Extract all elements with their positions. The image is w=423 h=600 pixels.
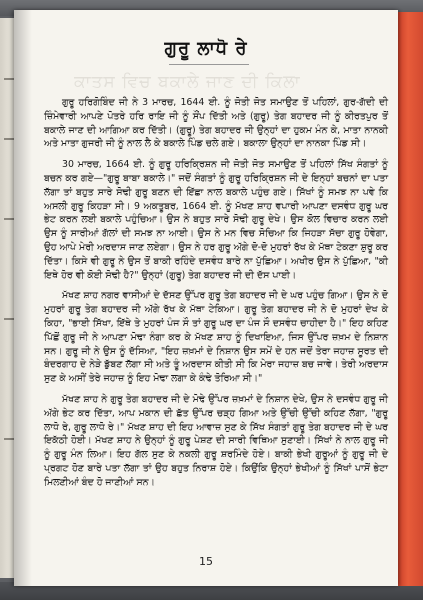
paragraph: ਮੱਖਣ ਸ਼ਾਹ ਨਗਰ ਵਾਸੀਆਂ ਦੇ ਦੱਸਣ ਉੱਪਰ ਗੁਰੂ ਤੇਗ ਬਹਾਦਰ ਜੀ ਦੇ ਘਰ ਪਹੁੰਚ ਗਿਆ। ਉਸ ਨੇ ਦੋ ਮੁਹਰਾਂ ਗੁਰੂ ਤੇਗ ਬਹਾਦਰ ਜੀ ਅੱਗੇ ਰੱਖ ਕੇ ਮੱਥਾ ਟੇਕਿਆ। ਗੁਰੂ ਤੇਗ ਬਹਾਦਰ ਜੀ ਨੇ ਦੋ ਮੁਹਰਾਂ ਦੇਖ ਕੇ ਕਿਹਾ, "ਭਾਈ ਸਿੱਖਾ, ਇੱਥੇ ਤੇ ਮੁਹਰਾਂ ਪੰਜ ਸੌ ਤਾਂ ਗੁਰੂ ਘਰ ਦਾ ਪੰਜ ਸੌ ਦਸਵੰਧ ਚਾਹੀਦਾ ਹੈ।" ਇਹ ਕਹਿਣ ਪਿੱਛੋਂ ਗੁਰੂ ਜੀ ਨੇ ਆਪਣਾ ਮੋਢਾ ਨੰਗਾ ਕਰ ਕੇ ਮੱਖਣ ਸ਼ਾਹ ਨੂੰ ਦਿਖਾਇਆ, ਜਿਸ ਉੱਪਰ ਜ਼ਖ਼ਮ ਦੇ ਨਿਸ਼ਾਨ ਸਨ। ਗੁਰੂ ਜੀ ਨੇ ਉਸ ਨੂੰ ਦੱਸਿਆ, "ਇਹ ਜ਼ਖ਼ਮਾਂ ਦੇ ਨਿਸ਼ਾਨ ਉਸ ਸਮੇਂ ਦੇ ਹਨ ਜਦੋਂ ਤੇਰਾ ਜਹਾਜ਼ ਸੂਰਤ ਦੀ ਬੰਦਰਗਾਹ ਦੇ ਨੇੜੇ ਡੁੱਬਣ ਲੱਗਾ ਸੀ ਅਤੇ ਤੂੰ ਅਰਦਾਸ ਕੀਤੀ ਸੀ ਕਿ ਮੇਰਾ ਜਹਾਜ਼ ਬਚ ਜਾਵੇ। ਤੇਰੀ ਅਰਦਾਸ ਸੁਣ ਕੇ ਅਸੀਂ ਤੇਰੇ ਜਹਾਜ਼ ਨੂੰ ਇਹ ਮੋਢਾ ਲਗਾ ਕੇ ਕੰਢੇ ਤੋਰਿਆ ਸੀ।"	[44, 290, 388, 385]
body-text	[44, 96, 388, 497]
watermark-text: ਕਾਤਸ ਵਿਚ ਬਕਾਲੇ ਜਾਣ ਦੀ ਕਿਲਾ	[74, 72, 301, 92]
book-page	[14, 10, 398, 586]
paragraph: ਮੱਖਣ ਸ਼ਾਹ ਨੇ ਗੁਰੂ ਤੇਗ ਬਹਾਦਰ ਜੀ ਦੇ ਮੋਢੇ ਉੱਪਰ ਜ਼ਖ਼ਮਾਂ ਦੇ ਨਿਸ਼ਾਨ ਦੇਖੇ, ਉਸ ਨੇ ਦਸਵੰਧ ਗੁਰੂ ਜੀ ਅੱਗੇ ਭੇਟ ਕਰ ਦਿੱਤਾ, ਆਪ ਮਕਾਨ ਦੀ ਛੱਤ ਉੱਪਰ ਚੜ੍ਹ ਗਿਆ ਅਤੇ ਉੱਚੀ ਉੱਚੀ ਕਹਿਣ ਲੱਗਾ, "ਗੁਰੂ ਲਾਧੋ ਰੇ, ਗੁਰੂ ਲਾਧੋ ਰੇ।" ਮੱਖਣ ਸ਼ਾਹ ਦੀ ਇਹ ਆਵਾਜ਼ ਸੁਣ ਕੇ ਸਿੱਖ ਸੰਗਤਾਂ ਗੁਰੂ ਤੇਗ ਬਹਾਦਰ ਜੀ ਦੇ ਘਰ ਇਕੱਠੀ ਹੋਈ। ਮੱਖਣ ਸ਼ਾਹ ਨੇ ਉਨ੍ਹਾਂ ਨੂੰ ਗੁਰੂ ਪੇਸ਼ਣ ਦੀ ਸਾਰੀ ਵਿਥਿਆ ਸੁਣਾਈ। ਸਿੱਖਾਂ ਨੇ ਨਾਲ ਗੁਰੂ ਜੀ ਨੂੰ ਗੁਰੂ ਮੰਨ ਲਿਆ। ਇਹ ਗੱਲ ਸੁਣ ਕੇ ਨਕਲੀ ਗੁਰੂ ਸ਼ਰਮਿੰਦੇ ਹੋਏ। ਬਾਕੀ ਭੇਖੀ ਗੁਰੂਆਂ ਨੂੰ ਗੁਰੂ ਜੀ ਦੇ ਪ੍ਰਗਟ ਹੋਣ ਬਾਰੇ ਪਤਾ ਲੱਗਾ ਤਾਂ ਉਹ ਬਹੁਤ ਨਿਰਾਸ਼ ਹੋਏ। ਕਿਉਂਕਿ ਉਨ੍ਹਾਂ ਭੇਖੀਆਂ ਨੂੰ ਸਿੱਖਾਂ ਪਾਸੋਂ ਭੇਟਾ ਮਿਲਣੀਆਂ ਬੰਦ ਹੋ ਜਾਣੀਆਂ ਸਨ।	[44, 393, 388, 488]
paragraph: ਗੁਰੂ ਹਰਿਗੋਬਿੰਦ ਜੀ ਨੇ 3 ਮਾਰਚ, 1644 ਈ. ਨੂੰ ਜੋਤੀ ਜੋਤ ਸਮਾਉਣ ਤੋਂ ਪਹਿਲਾਂ, ਗੁਰ-ਗੱਦੀ ਦੀ ਜ਼ਿੰਮੇਵਾਰੀ ਆਪਣੇ ਪੋਤਰੇ ਹਰਿ ਰਾਇ ਜੀ ਨੂੰ ਸੌਂਪ ਦਿੱਤੀ ਅਤੇ (ਗੁਰੂ) ਤੇਗ ਬਹਾਦਰ ਜੀ ਨੂੰ ਕੀਰਤਪੁਰ ਤੋਂ ਬਕਾਲੇ ਜਾਣ ਦੀ ਆਗਿਆ ਕਰ ਦਿੱਤੀ। (ਗੁਰੂ) ਤੇਗ ਬਹਾਦਰ ਜੀ ਉਨ੍ਹਾਂ ਦਾ ਹੁਕਮ ਮੰਨ ਕੇ, ਮਾਤਾ ਨਾਨਕੀ ਅਤੇ ਮਾਤਾ ਗੁਜਰੀ ਜੀ ਨੂੰ ਨਾਲ ਲੈ ਕੇ ਬਕਾਲੇ ਪਿੰਡ ਚਲੇ ਗਏ। ਬਕਾਲਾ ਉਨ੍ਹਾਂ ਦਾ ਨਾਨਕਾ ਪਿੰਡ ਸੀ।	[44, 97, 388, 150]
title-underline	[169, 64, 249, 65]
book-cover-edge	[398, 12, 423, 586]
page-title: ਗੁਰੂ ਲਾਧੋ ਰੇ	[164, 38, 248, 59]
paragraph: 30 ਮਾਰਚ, 1664 ਈ. ਨੂੰ ਗੁਰੂ ਹਰਿਕ੍ਰਿਸ਼ਨ ਜੀ ਜੋਤੀ ਜੋਤ ਸਮਾਉਣ ਤੋਂ ਪਹਿਲਾਂ ਸਿੱਖ ਸੰਗਤਾਂ ਨੂੰ ਬਚਨ ਕਰ ਗਏ—"ਗੁਰੂ ਬਾਬਾ ਬਕਾਲੇ।" ਜਦੋਂ ਸੰਗਤਾਂ ਨੂੰ ਗੁਰੂ ਹਰਿਕ੍ਰਿਸ਼ਨ ਜੀ ਦੇ ਇਨ੍ਹਾਂ ਬਚਨਾਂ ਦਾ ਪਤਾ ਲੱਗਾ ਤਾਂ ਬਹੁਤ ਸਾਰੇ ਸੋਢੀ ਗੁਰੂ ਬਣਨ ਦੀ ਇੱਛਾ ਨਾਲ ਬਕਾਲੇ ਪਹੁੰਚ ਗਏ। ਸਿੱਖਾਂ ਨੂੰ ਸਮਝ ਨਾ ਪਵੇ ਕਿ ਅਸਲੀ ਗੁਰੂ ਕਿਹੜਾ ਸੀ। 9 ਅਕਤੂਬਰ, 1664 ਈ. ਨੂੰ ਮੱਖਣ ਸ਼ਾਹ ਵਪਾਰੀ ਆਪਣਾ ਦਸਵੰਧ ਗੁਰੂ ਘਰ ਭੇਟ ਕਰਨ ਲਈ ਬਕਾਲੇ ਪਹੁੰਚਿਆ। ਉਸ ਨੇ ਬਹੁਤ ਸਾਰੇ ਸੋਢੀ ਗੁਰੂ ਦੇਖੇ। ਉਸ ਕੋਲ ਵਿਚਾਰ ਕਰਨ ਲਈ ਉਸ ਨੂੰ ਸਾਰੀਆਂ ਗੱਲਾਂ ਦੀ ਸਮਝ ਨਾ ਆਈ। ਉਸ ਨੇ ਮਨ ਵਿਚ ਸੋਚਿਆ ਕਿ ਜਿਹੜਾ ਸੱਚਾ ਗੁਰੂ ਹੋਵੇਗਾ, ਉਹ ਆਪੇ ਮੇਰੀ ਅਰਦਾਸ ਜਾਣ ਲਏਗਾ। ਉਸ ਨੇ ਹਰ ਗੁਰੂ ਅੱਗੇ ਦੋ-ਦੋ ਮੁਹਰਾਂ ਰੱਖ ਕੇ ਮੱਥਾ ਟੇਕਣਾ ਸ਼ੁਰੂ ਕਰ ਦਿੱਤਾ। ਕਿਸੇ ਵੀ ਗੁਰੂ ਨੇ ਉਸ ਤੋਂ ਬਾਕੀ ਰਹਿੰਦੇ ਦਸਵੰਧ ਬਾਰੇ ਨਾ ਪੁੱਛਿਆ। ਅਖੀਰ ਉਸ ਨੇ ਪੁੱਛਿਆ, "ਕੀ ਇਥੇ ਹੋਰ ਵੀ ਕੋਈ ਸੋਢੀ ਹੈ?" ਉਨ੍ਹਾਂ (ਗੁਰੂ) ਤੇਗ ਬਹਾਦਰ ਜੀ ਦੀ ਦੱਸ ਪਾਈ।	[44, 159, 388, 281]
page-number: 15	[199, 555, 213, 568]
